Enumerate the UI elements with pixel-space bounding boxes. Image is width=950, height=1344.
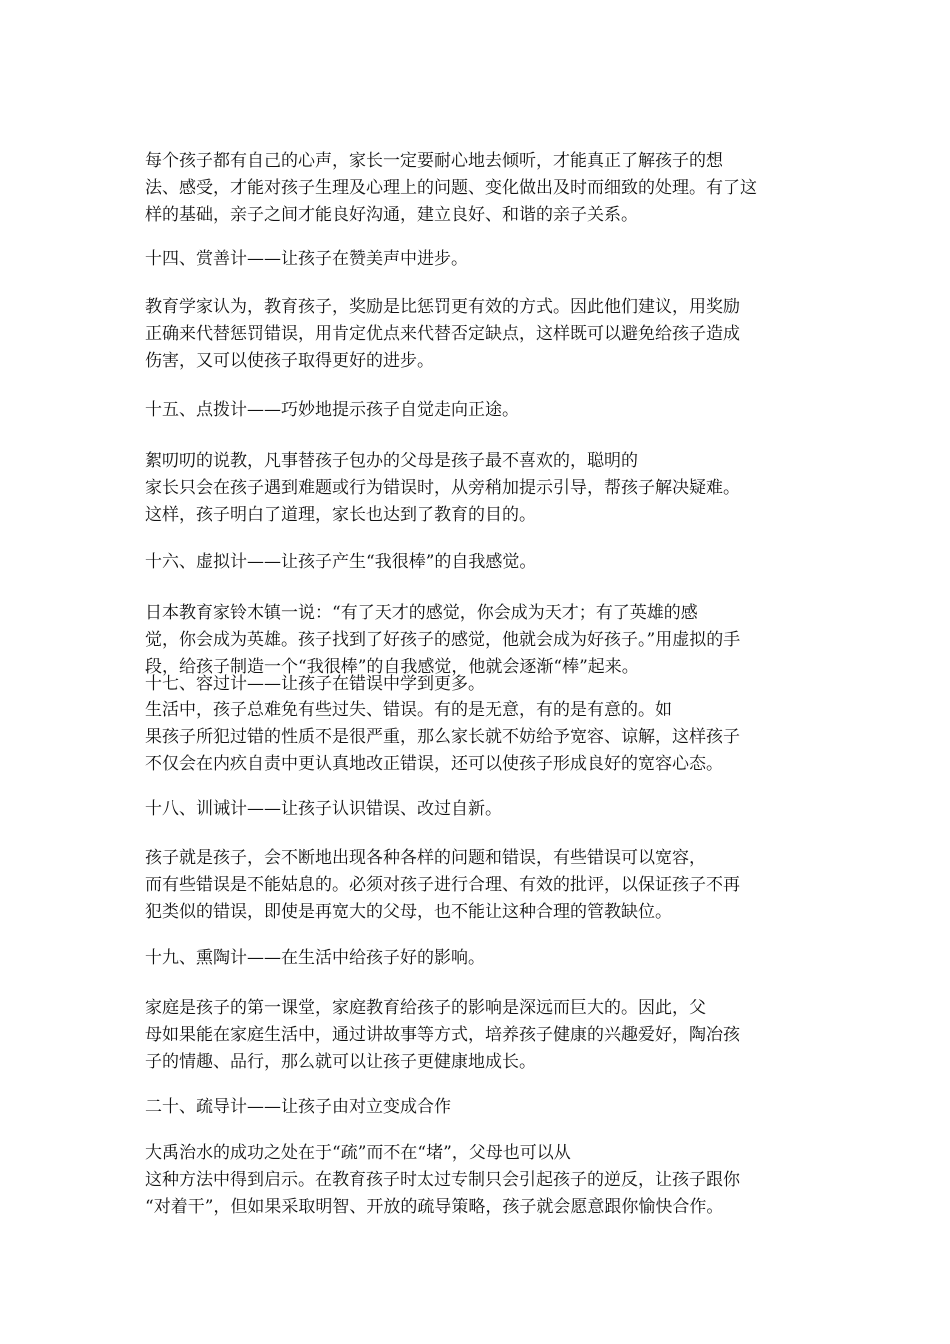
paragraph-line: 犯类似的错误，即使是再宽大的父母，也不能让这种合理的管教缺位。 <box>145 902 672 922</box>
paragraph-line: 母如果能在家庭生活中，通过讲故事等方式，培养孩子健康的兴趣爱好，陶冶孩 <box>145 1025 740 1045</box>
paragraph-3 <box>145 448 810 529</box>
paragraph-line: 日本教育家铃木镇一说：“有了天才的感觉，你会成为天才；有了英雄的感 <box>145 603 698 623</box>
section-heading-15: 十五、点拨计——巧妙地提示孩子自觉走向正途。 <box>145 400 519 420</box>
paragraph-line: 法、感受，才能对孩子生理及心理上的问题、变化做出及时而细致的处理。有了这 <box>145 178 757 198</box>
paragraph-line: 絮叨叨的说教，凡事替孩子包办的父母是孩子最不喜欢的，聪明的 <box>145 451 638 471</box>
paragraph-4 <box>145 600 810 681</box>
section-heading-20: 二十、疏导计——让孩子由对立变成合作 <box>145 1097 451 1117</box>
section-heading-16: 十六、虚拟计——让孩子产生“我很棒”的自我感觉。 <box>145 552 537 572</box>
paragraph-line: 这样，孩子明白了道理，家长也达到了教育的目的。 <box>145 505 536 525</box>
paragraph-line: 这种方法中得到启示。在教育孩子时太过专制只会引起孩子的逆反，让孩子跟你 <box>145 1170 740 1190</box>
paragraph-8 <box>145 1140 810 1221</box>
paragraph-line: 样的基础，亲子之间才能良好沟通，建立良好、和谐的亲子关系。 <box>145 205 638 225</box>
paragraph-1 <box>145 148 810 229</box>
paragraph-line: “对着干”，但如果采取明智、开放的疏导策略，孩子就会愿意跟你愉快合作。 <box>145 1197 724 1217</box>
paragraph-6 <box>145 845 810 926</box>
paragraph-line: 孩子就是孩子，会不断地出现各种各样的问题和错误，有些错误可以宽容， <box>145 848 706 868</box>
section-heading-18: 十八、训诫计——让孩子认识错误、改过自新。 <box>145 799 502 819</box>
paragraph-line: 正确来代替惩罚错误，用肯定优点来代替否定缺点，这样既可以避免给孩子造成 <box>145 324 740 344</box>
paragraph-7 <box>145 995 810 1076</box>
paragraph-5 <box>145 697 810 778</box>
section-heading-17: 十七、容过计——让孩子在错误中学到更多。 <box>145 674 485 694</box>
paragraph-line: 觉，你会成为英雄。孩子找到了好孩子的感觉，他就会成为好孩子。”用虚拟的手 <box>145 630 741 650</box>
paragraph-line: 教育学家认为，教育孩子，奖励是比惩罚更有效的方式。因此他们建议，用奖励 <box>145 297 740 317</box>
paragraph-line: 不仅会在内疚自责中更认真地改正错误，还可以使孩子形成良好的宽容心态。 <box>145 754 723 774</box>
section-heading-19: 十九、熏陶计——在生活中给孩子好的影响。 <box>145 948 485 968</box>
paragraph-line: 大禹治水的成功之处在于“疏”而不在“堵”，父母也可以从 <box>145 1143 571 1163</box>
paragraph-line: 子的情趣、品行，那么就可以让孩子更健康地成长。 <box>145 1052 536 1072</box>
paragraph-line: 而有些错误是不能姑息的。必须对孩子进行合理、有效的批评，以保证孩子不再 <box>145 875 740 895</box>
paragraph-line: 生活中，孩子总难免有些过失、错误。有的是无意，有的是有意的。如 <box>145 700 672 720</box>
paragraph-line: 家庭是孩子的第一课堂，家庭教育给孩子的影响是深远而巨大的。因此，父 <box>145 998 706 1018</box>
paragraph-line: 每个孩子都有自己的心声，家长一定要耐心地去倾听，才能真正了解孩子的想 <box>145 151 723 171</box>
paragraph-line: 段，给孩子制造一个“我很棒”的自我感觉，他就会逐渐“棒”起来。 <box>145 657 639 677</box>
section-heading-14: 十四、赏善计——让孩子在赞美声中进步。 <box>145 249 468 269</box>
paragraph-line: 家长只会在孩子遇到难题或行为错误时，从旁稍加提示引导，帮孩子解决疑难。 <box>145 478 740 498</box>
paragraph-line: 伤害，又可以使孩子取得更好的进步。 <box>145 351 434 371</box>
paragraph-line: 果孩子所犯过错的性质不是很严重，那么家长就不妨给予宽容、谅解，这样孩子 <box>145 727 740 747</box>
paragraph-2 <box>145 294 810 375</box>
